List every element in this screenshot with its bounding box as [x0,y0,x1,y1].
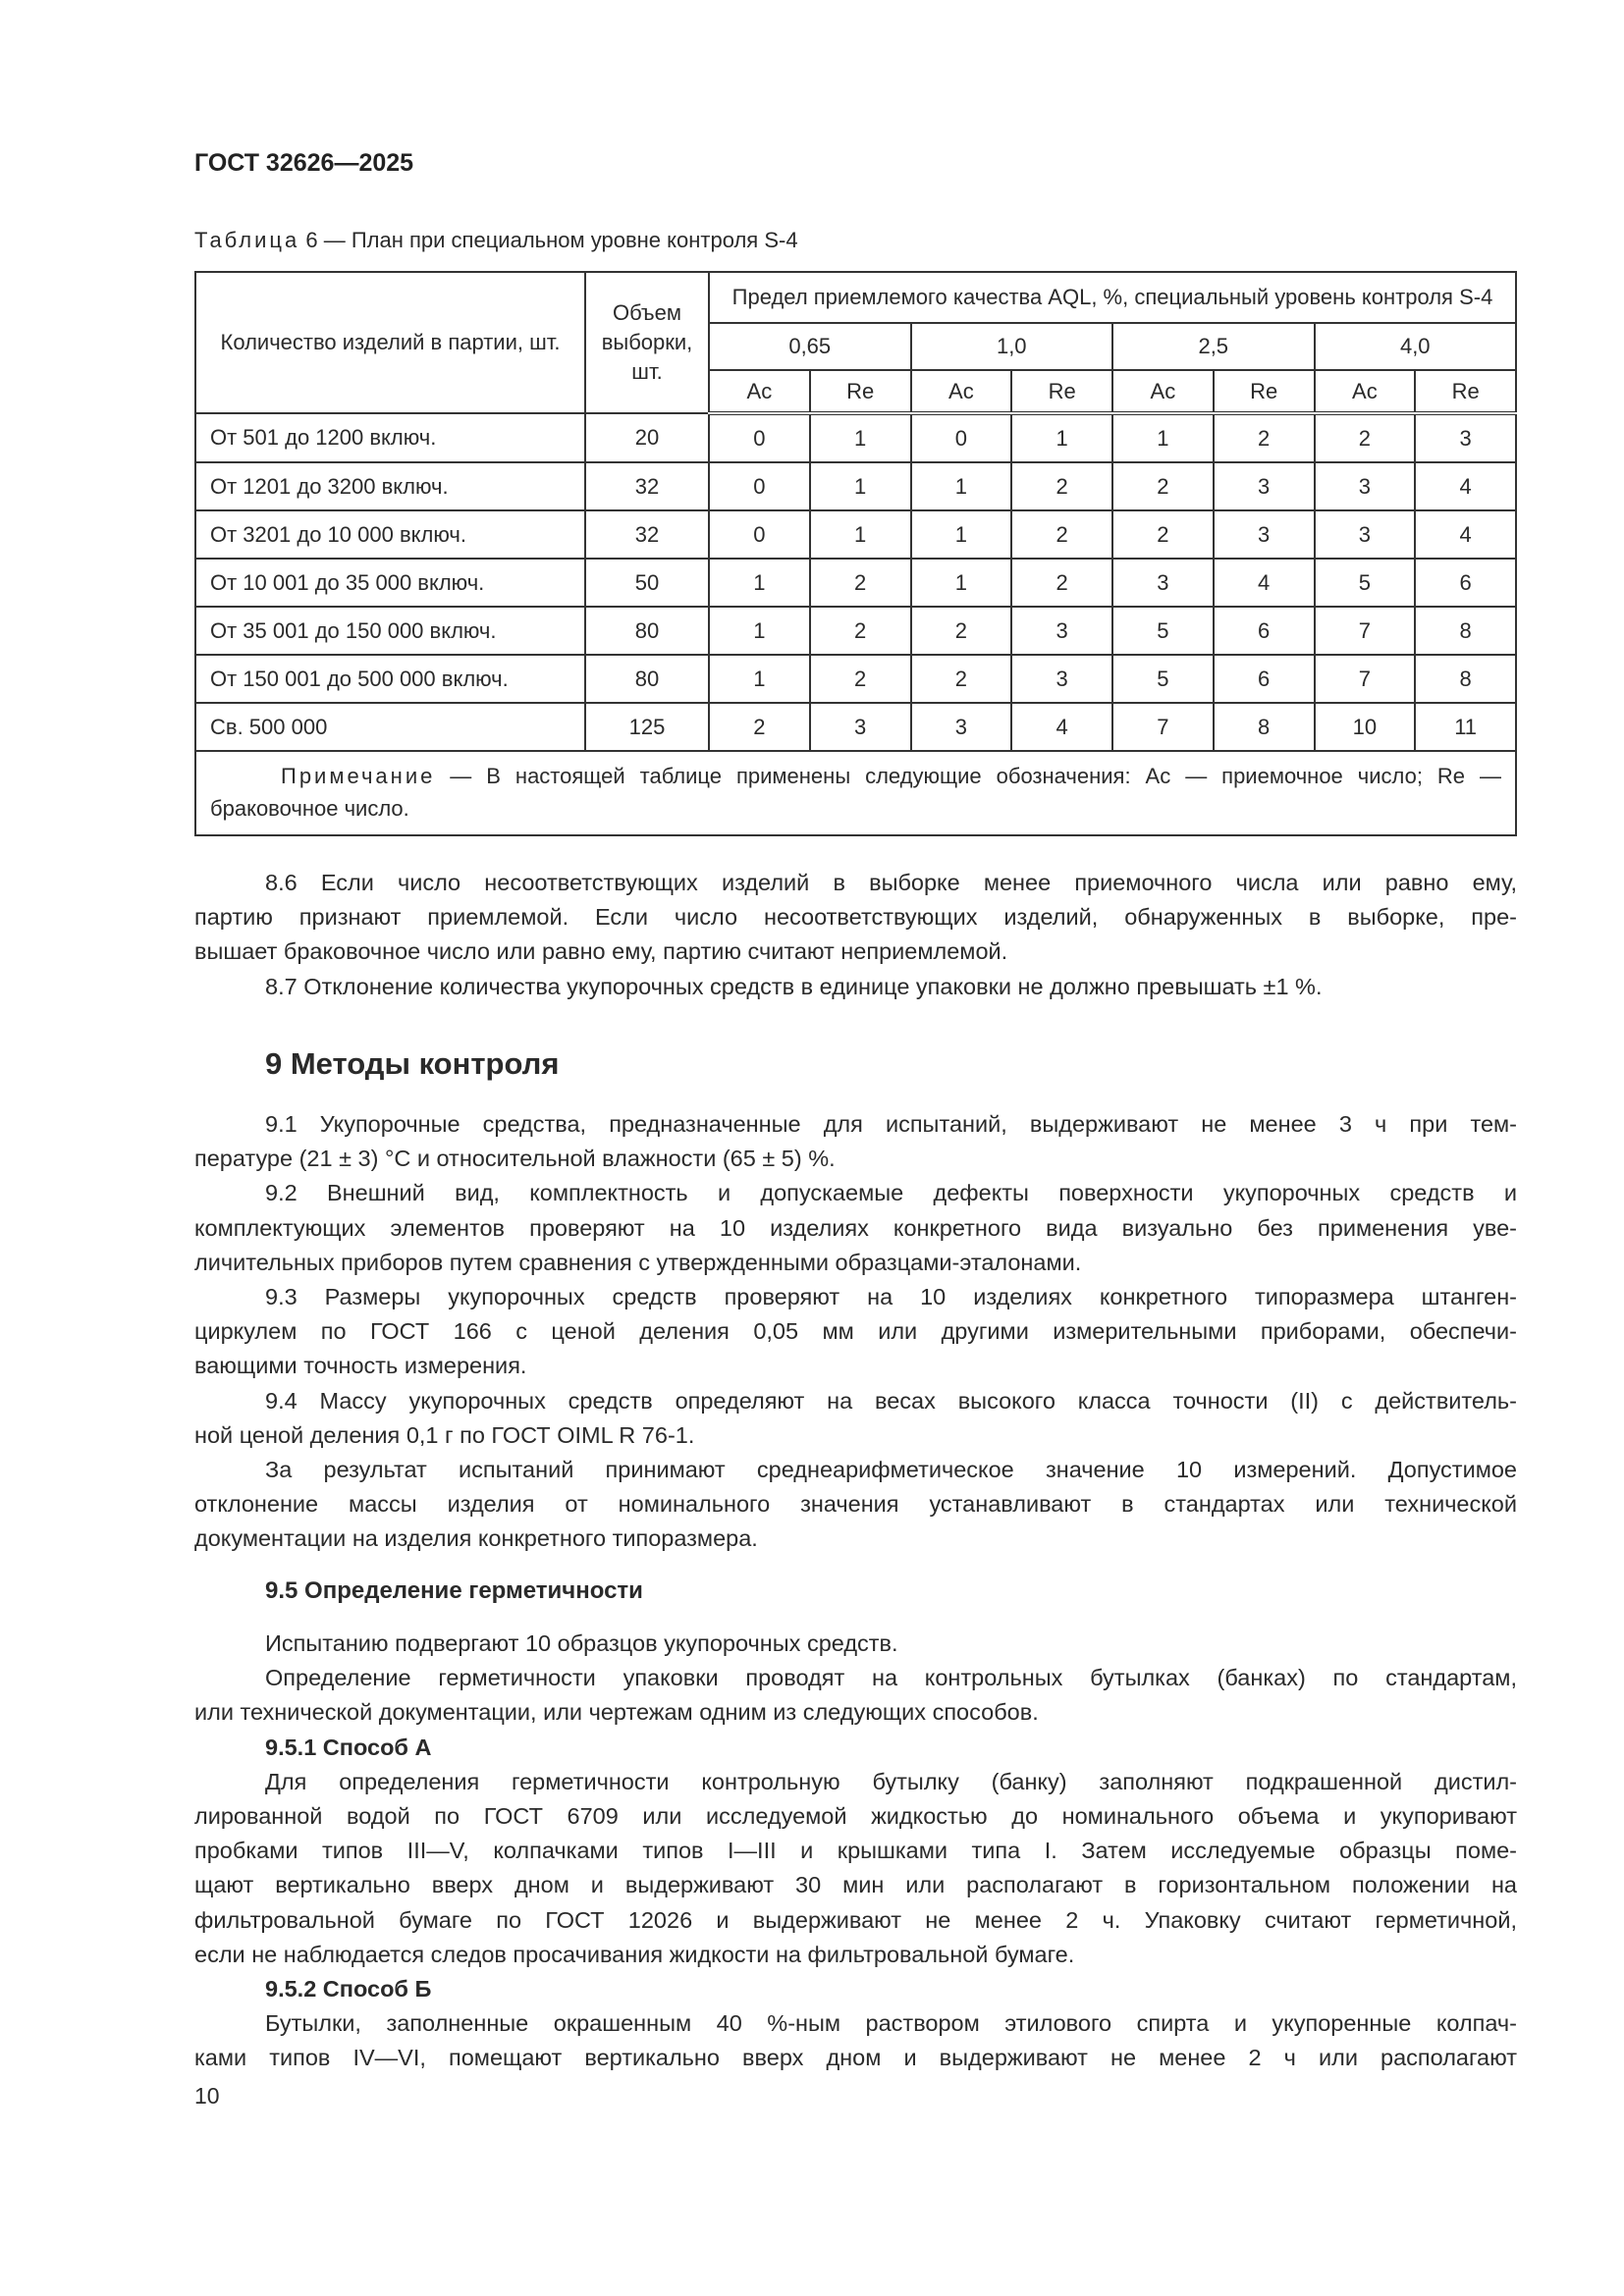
re-value-cell: 6 [1214,655,1315,703]
document-header: ГОСТ 32626—2025 [194,149,414,177]
ac-value-cell: 5 [1112,607,1214,655]
table-row [195,607,1516,655]
table-row [195,703,1516,751]
aql-level-header: 0,65 [709,323,911,370]
text-line: или технической документации, или чертежам одним из следующих способов. [194,1699,1039,1726]
text-line: 9.2 Внешний вид, комплектность и допускаемые дефекты поверхности укупорочных средств и [265,1180,1517,1206]
text-line: если не наблюдается следов просачивания жидкости на фильтровальной бумаге. [194,1941,1075,1967]
sample-size-cell: 20 [585,413,709,462]
re-value-cell: 3 [810,703,911,751]
text-line: 8.7 Отклонение количества укупорочных средств в единице упаковки не должно превышать ±1 %. [265,973,1323,999]
ac-value-cell: 7 [1112,703,1214,751]
re-value-cell: 4 [1011,703,1112,751]
ac-value-cell: 1 [709,655,810,703]
aql-level-header: 1,0 [911,323,1113,370]
table-note [195,751,1516,835]
ac-value-cell: 1 [911,510,1012,559]
re-value-cell: 2 [810,559,911,607]
text-line: Определение герметичности упаковки проводят на контрольных бутылках (банках) по стандартам, [265,1665,1517,1691]
paragraph [194,1453,1517,1557]
ac-value-cell: 7 [1315,607,1416,655]
re-value-cell: 2 [1011,462,1112,510]
header-aql: Предел приемлемого качества AQL, %, специальный уровень контроля S-4 [709,272,1516,323]
ac-value-cell: 1 [709,607,810,655]
text-line: ной ценой деления 0,1 г по ГОСТ OIML R 76-1. [194,1421,695,1448]
text-line: Испытанию подвергают 10 образцов укупорочных средств. [265,1630,898,1656]
paragraph [194,1280,1517,1384]
text-line: За результат испытаний принимают среднеарифметическое значение 10 измерений. Допустимое [265,1456,1517,1482]
table-caption-prefix: Таблица [194,228,300,252]
text-line: Для определения герметичности контрольную бутылку (банку) заполняют подкрашенной дистил- [265,1768,1517,1794]
re-header: Re [1415,370,1516,413]
re-value-cell: 3 [1415,413,1516,462]
re-value-cell: 4 [1415,510,1516,559]
aql-level-header: 2,5 [1112,323,1315,370]
re-value-cell: 4 [1415,462,1516,510]
ac-value-cell: 2 [709,703,810,751]
ac-value-cell: 2 [1315,413,1416,462]
re-value-cell: 4 [1214,559,1315,607]
section-8-paragraphs [194,866,1517,1004]
text-line: Бутылки, заполненные окрашенным 40 %-ным раствором этилового спирта и укупоренные колпач- [265,2010,1517,2037]
text-line: пературе (21 ± 3) °С и относительной влажности (65 ± 5) %. [194,1146,836,1172]
re-value-cell: 1 [1011,413,1112,462]
re-value-cell: 6 [1214,607,1315,655]
header-lot-size: Количество изделий в партии, шт. [195,272,585,413]
re-header: Re [1011,370,1112,413]
ac-value-cell: 5 [1112,655,1214,703]
re-value-cell: 3 [1011,655,1112,703]
ac-value-cell: 7 [1315,655,1416,703]
ac-header: Ac [1315,370,1416,413]
text-line: 9.4 Массу укупорочных средств определяют на весах высокого класса точности (II) с действитель- [265,1387,1517,1414]
subsection-heading: 9.5.1 Способ А [265,1734,432,1760]
lot-size-cell: Св. 500 000 [195,703,585,751]
table-row [195,559,1516,607]
re-value-cell: 11 [1415,703,1516,751]
page-number: 10 [194,2083,220,2109]
paragraph [194,2006,1517,2075]
re-value-cell: 1 [810,413,911,462]
re-value-cell: 8 [1415,655,1516,703]
text-line: циркулем по ГОСТ 166 с ценой деления 0,05 мм или другими измерительными приборами, обеспечи- [194,1318,1517,1345]
text-line: вающими точность измерения. [194,1353,527,1379]
paragraph [194,1176,1517,1280]
text-line: пробками типов III—V, колпачками типов I—III и крышками типа I. Затем исследуемые образцы поме- [194,1838,1517,1864]
table-caption-text: 6 — План при специальном уровне контроля S-4 [305,228,798,252]
re-value-cell: 6 [1415,559,1516,607]
ac-value-cell: 0 [709,413,810,462]
section-heading-9: 9 Методы контроля [265,1046,560,1081]
text-line: документации на изделия конкретного типоразмера. [194,1525,758,1552]
lot-size-cell: От 3201 до 10 000 включ. [195,510,585,559]
text-line: комплектующих элементов проверяют на 10 изделиях конкретного вида визуально без применения уве- [194,1214,1517,1241]
text-line: 9.1 Укупорочные средства, предназначенные для испытаний, выдерживают не менее 3 ч при тем- [265,1111,1517,1137]
section-9-5-paragraphs [194,1627,1517,2075]
text-line: вышает браковочное число или равно ему, партию считают неприемлемой. [194,938,1008,965]
re-value-cell: 2 [1011,559,1112,607]
paragraph [194,1661,1517,1730]
sample-size-cell: 50 [585,559,709,607]
re-value-cell: 2 [810,655,911,703]
re-value-cell: 1 [810,462,911,510]
paragraph [194,1765,1517,1972]
lot-size-cell: От 35 001 до 150 000 включ. [195,607,585,655]
paragraph [194,866,1517,970]
section-9-paragraphs [194,1107,1517,1556]
re-value-cell: 8 [1415,607,1516,655]
sample-size-cell: 80 [585,607,709,655]
text-line: фильтровальной бумаге по ГОСТ 12026 и выдерживают не менее 2 ч. Упаковку считают герметичной, [194,1906,1517,1933]
paragraph [194,1384,1517,1453]
ac-value-cell: 3 [1315,462,1416,510]
ac-value-cell: 1 [709,559,810,607]
re-value-cell: 1 [810,510,911,559]
ac-value-cell: 3 [1315,510,1416,559]
table-row [195,413,1516,462]
header-sample-size: Объем выборки, шт. [585,272,709,413]
ac-value-cell: 2 [1112,462,1214,510]
sample-size-cell: 32 [585,462,709,510]
re-value-cell: 3 [1214,510,1315,559]
aql-level-header: 4,0 [1315,323,1517,370]
sampling-plan-table [194,271,1517,836]
ac-value-cell: 2 [1112,510,1214,559]
re-header: Re [1214,370,1315,413]
ac-value-cell: 1 [911,559,1012,607]
ac-value-cell: 3 [1112,559,1214,607]
note-text: — В настоящей таблице применены следующие обозначения: Ac — приемочное число; Re — браковочное число. [210,764,1501,821]
ac-value-cell: 0 [709,510,810,559]
lot-size-cell: От 1201 до 3200 включ. [195,462,585,510]
text-line: личительных приборов путем сравнения с утвержденными образцами-эталонами. [194,1249,1082,1275]
re-value-cell: 2 [810,607,911,655]
lot-size-cell: От 150 001 до 500 000 включ. [195,655,585,703]
text-line: щают вертикально вверх дном и выдерживают 30 мин или располагают в горизонтальном положении на [194,1872,1517,1898]
paragraph [194,1627,1517,1661]
ac-value-cell: 0 [709,462,810,510]
ac-value-cell: 1 [911,462,1012,510]
ac-value-cell: 2 [911,655,1012,703]
subsection-heading: 9.5.2 Способ Б [265,1975,432,2002]
ac-value-cell: 2 [911,607,1012,655]
ac-header: Ac [709,370,810,413]
ac-value-cell: 3 [911,703,1012,751]
paragraph [194,1107,1517,1176]
section-heading-9-5: 9.5 Определение герметичности [265,1577,643,1604]
re-value-cell: 3 [1214,462,1315,510]
table-caption [194,228,1517,253]
ac-header: Ac [911,370,1012,413]
table-row [195,510,1516,559]
sample-size-cell: 80 [585,655,709,703]
ac-header: Ac [1112,370,1214,413]
re-value-cell: 2 [1214,413,1315,462]
ac-value-cell: 0 [911,413,1012,462]
table-row [195,462,1516,510]
text-line: лированной водой по ГОСТ 6709 или исследуемой жидкостью до номинального объема и укупоривают [194,1802,1517,1829]
re-value-cell: 2 [1011,510,1112,559]
re-value-cell: 8 [1214,703,1315,751]
table-row [195,655,1516,703]
re-header: Re [810,370,911,413]
re-value-cell: 3 [1011,607,1112,655]
ac-value-cell: 5 [1315,559,1416,607]
text-line: 8.6 Если число несоответствующих изделий в выборке менее приемочного числа или равно ему, [265,870,1517,895]
sample-size-cell: 32 [585,510,709,559]
ac-value-cell: 10 [1315,703,1416,751]
paragraph [194,1731,1517,1765]
paragraph [194,970,1517,1004]
table-note-row [195,751,1516,835]
text-line: партию признают приемлемой. Если число несоответствующих изделий, обнаруженных в выборке, пре- [194,904,1517,931]
note-prefix: Примечание [281,764,436,788]
sample-size-cell: 125 [585,703,709,751]
paragraph [194,1972,1517,2006]
lot-size-cell: От 10 001 до 35 000 включ. [195,559,585,607]
ac-value-cell: 1 [1112,413,1214,462]
text-line: отклонение массы изделия от номинального значения устанавливают в стандартах или технической [194,1491,1517,1518]
lot-size-cell: От 501 до 1200 включ. [195,413,585,462]
text-line: ками типов IV—VI, помещают вертикально вверх дном и выдерживают не менее 2 ч или располагают [194,2045,1517,2071]
text-line: 9.3 Размеры укупорочных средств проверяют на 10 изделиях конкретного типоразмера штанген- [265,1283,1517,1309]
